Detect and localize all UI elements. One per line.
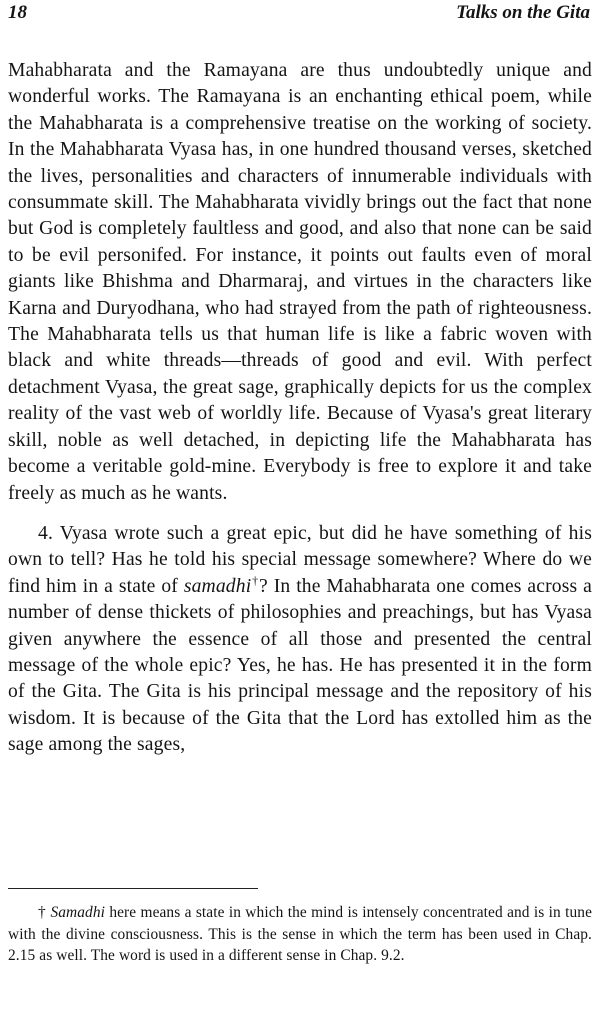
paragraph-2 xyxy=(8,521,592,759)
samadhi-term: samadhi xyxy=(183,575,252,597)
footnote-reference[interactable]: † xyxy=(251,573,260,588)
footnote-text: here means a state in which the mind is intensely concentrated and is in tune with the divine consciousness. This is the sense in which the term has been used in Chap. 2.15 as well. The word is used in a different sense in Chap. 9.2. xyxy=(8,904,593,964)
paragraph-2-text-after: ? In the Mahabharata one comes across a number of dense thickets of philosophies and preachings, but has Vyasa given anywhere the essence of all those and presented the central message of the whole epic? Yes, he has. He has presented it in the form of the Gita. The Gita is his principal message and the repository of his wisdom. It is because of the Gita that the Lord has extolled him as the sage among the sages, xyxy=(8,575,592,756)
footnote-mark: † xyxy=(38,904,47,921)
paragraph-1: Mahabharata and the Ramayana are thus undoubtedly unique and wonderful works. The Ramayana is an enchanting ethical poem, while the Mahabharata is a comprehensive treatise on the working of society. In the Mahabharata Vyasa has, in one hundred thousand verses, sketched the lives, personalities and characters of innumerable individuals with consummate skill. The Mahabharata vividly brings out the fact that none but God is completely faultless and good, and also that none can be said to be evil personifed. For instance, it points out faults even of moral giants like Bhishma and Dharmaraj, and virtues in the characters like Karna and Duryodhana, who had strayed from the path of righteousness. The Mahabharata tells us that human life is like a fabric woven with black and white threads—threads of good and evil. With perfect detachment Vyasa, the great sage, graphically depicts for us the complex reality of the vast web of worldly life. Because of Vyasa's great literary skill, noble as well detached, in depicting life the Mahabharata has become a veritable gold-mine. Everybody is free to explore it and take freely as much as he wants. xyxy=(8,60,592,504)
running-title: Talks on the Gita xyxy=(456,2,590,23)
page-header xyxy=(8,2,590,28)
footnote xyxy=(8,902,592,967)
body-text xyxy=(8,58,592,759)
page-number: 18 xyxy=(8,2,27,23)
footnote-divider xyxy=(8,888,258,889)
footnote-term: Samadhi xyxy=(50,904,106,921)
paragraph-2-text-before: 4. Vyasa wrote such a great epic, but did he have something of his own to tell? Has he told his special message somewhere? Where do we find him in a state of xyxy=(8,522,592,597)
